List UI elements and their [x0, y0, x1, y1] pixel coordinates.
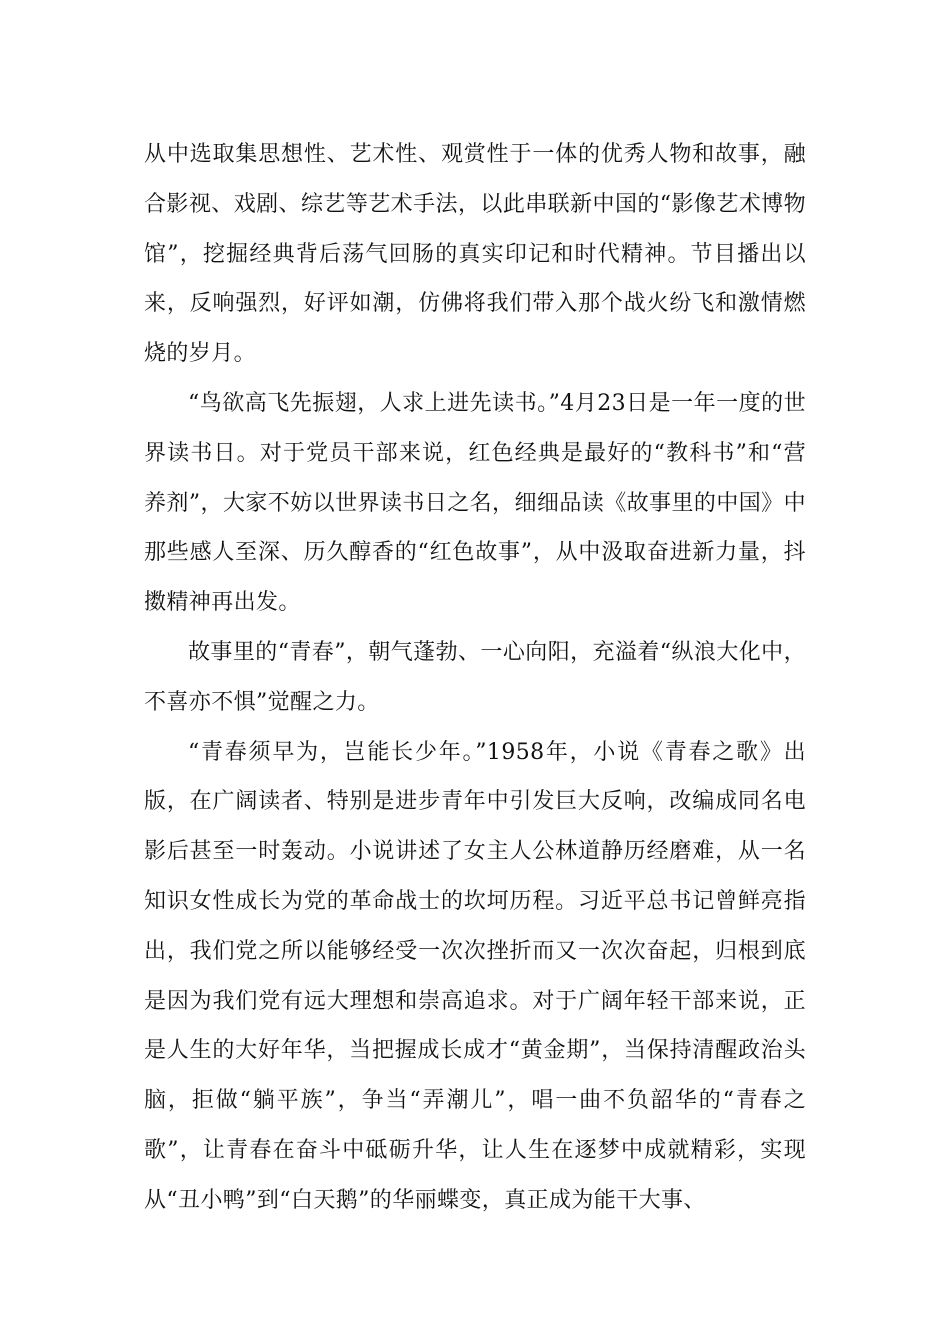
paragraph-song-of-youth: “青春须早为，岂能长少年。”1958年，小说《青春之歌》出版，在广阔读者、特别是进步青年中引发巨大反响，改编成同名电影后甚至一时轰动。小说讲述了女主人公林道静历经磨难，从一名知识女性成长为党的革命战士的坎坷历程。习近平总书记曾鲜亮指出，我们党之所以能够经受一次次挫折而又一次次奋起，归根到底是因为我们党有远大理想和崇高追求。对于广阔年轻干部来说，正是人生的大好年华，当把握成长成才“黄金期”，当保持清醒政治头脑，拒做“躺平族”，争当“弄潮儿”，唱一曲不负韶华的“青春之歌”，让青春在奋斗中砥砺升华，让人生在逐梦中成就精彩，实现从“丑小鸭”到“白天鹅”的华丽蝶变，真正成为能干大事、: [144, 739, 806, 1213]
paragraph-continued: 从中选取集思想性、艺术性、观赏性于一体的优秀人物和故事，融合影视、戏剧、综艺等艺术手法，以此串联新中国的“影像艺术博物馆”，挖掘经典背后荡气回肠的真实印记和时代精神。节目播出以来，反响强烈，好评如潮，仿佛将我们带入那个战火纷飞和激情燃烧的岁月。: [144, 142, 806, 367]
document-body: [144, 130, 806, 1226]
paragraph-reading-day: “鸟欲高飞先振翅，人求上进先读书。”4月23日是一年一度的世界读书日。对于党员干部来说，红色经典是最好的“教科书”和“营养剂”，大家不妨以世界读书日之名，细细品读《故事里的中国》中那些感人至深、历久醇香的“红色故事”，从中汲取奋进新力量，抖擞精神再出发。: [144, 390, 806, 616]
paragraph-youth-intro: 故事里的“青春”，朝气蓬勃、一心向阳，充溢着“纵浪大化中，不喜亦不惧”觉醒之力。: [144, 639, 806, 715]
